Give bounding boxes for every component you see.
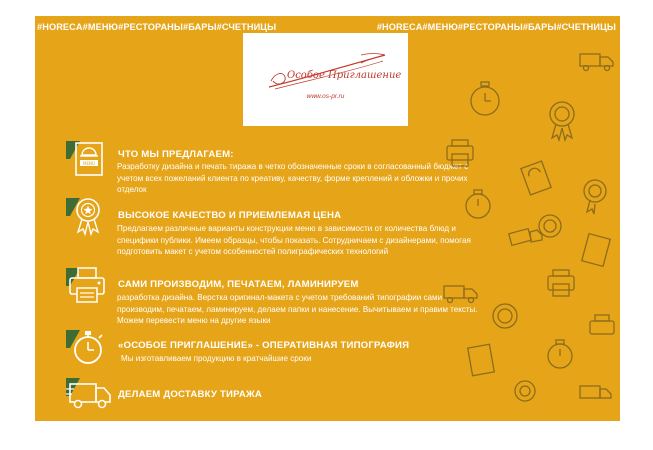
section-body-offer: Разработку дизайна и печать тиража в четко обозначенные сроки в согласованный бюджет с учетом всех пожеланий клиента по креативу, качеству, форме креплений и обложки и прочих отделок xyxy=(117,162,469,195)
decorative-icon-pattern xyxy=(430,46,620,421)
delivery-truck-icon xyxy=(66,374,114,418)
stopwatch-outline-icon xyxy=(471,82,499,115)
section-body-typography: Мы изготавливаем продукцию в кратчайшие сроки xyxy=(121,354,312,363)
medal-outline-icon xyxy=(550,102,574,140)
content-panel xyxy=(35,16,620,421)
section-body-quality: Предлагаем различные варианты конструкции меню в зависимости от количества блюд и специфики публики. Имеем образцы, чтобы показать. Сотрудничаем с дизайнерами, помогая подготовить макет с учетом особенностей полиграфических технологий xyxy=(117,224,471,257)
truck-outline-icon-4 xyxy=(580,386,611,398)
truck-outline-icon-2 xyxy=(509,229,542,246)
section-title-delivery: ДЕЛАЕМ ДОСТАВКУ ТИРАЖА xyxy=(118,389,263,400)
medal-outline-icon-3 xyxy=(539,215,561,237)
medal-outline-icon-2 xyxy=(584,180,606,214)
truck-outline-icon-3 xyxy=(444,286,477,303)
menu-outline-icon-2 xyxy=(582,234,610,267)
section-title-quality: ВЫСОКОЕ КАЧЕСТВО И ПРИЕМЛЕМАЯ ЦЕНА xyxy=(118,210,342,221)
medal-outline-icon-5 xyxy=(515,381,535,401)
menu-outline-icon xyxy=(521,161,551,195)
truck-outline-icon xyxy=(580,54,613,71)
section-title-typography: «ОСОБОЕ ПРИГЛАШЕНИЕ» - ОПЕРАТИВНАЯ ТИПОГРАФИЯ xyxy=(118,340,410,351)
svg-text:MENU: MENU xyxy=(83,161,95,166)
stopwatch-outline-icon-2 xyxy=(466,190,490,218)
section-title-production: САМИ ПРОИЗВОДИМ, ПЕЧАТАЕМ, ЛАМИНИРУЕМ xyxy=(118,279,359,290)
logo-url: www.os-pr.ru xyxy=(306,93,345,100)
menu-book-icon xyxy=(66,137,114,181)
stopwatch-outline-icon-3 xyxy=(548,340,572,368)
medal-icon xyxy=(66,194,114,238)
hashtags-right: #HORECA#МЕНЮ#РЕСТОРАНЫ#БАРЫ#СЧЕТНИЦЫ xyxy=(376,22,616,32)
company-logo xyxy=(243,33,408,126)
logo-script-text: Особое Приглашение xyxy=(287,70,402,81)
printer-icon xyxy=(66,264,114,308)
logo-script-emblem xyxy=(265,51,402,93)
section-title-offer: ЧТО МЫ ПРЕДЛАГАЕМ: xyxy=(118,149,234,160)
printer-outline-icon-3 xyxy=(590,315,614,334)
medal-outline-icon-4 xyxy=(493,304,517,328)
hashtags-left: #HORECA#МЕНЮ#РЕСТОРАНЫ#БАРЫ#СЧЕТНИЦЫ xyxy=(37,22,277,32)
printer-outline-icon xyxy=(447,140,473,166)
printer-outline-icon-2 xyxy=(548,270,574,296)
stopwatch-icon xyxy=(66,326,114,370)
section-body-production: разработка дизайна. Верстка оригинал-макета с учетом требований типографии сами производим, печатаем, ламинируем, делаем папки и нанесение. Вычитываем и правим тексты. Можем перевести меню на другие языки xyxy=(117,293,478,326)
menu-outline-icon-3 xyxy=(468,344,495,375)
